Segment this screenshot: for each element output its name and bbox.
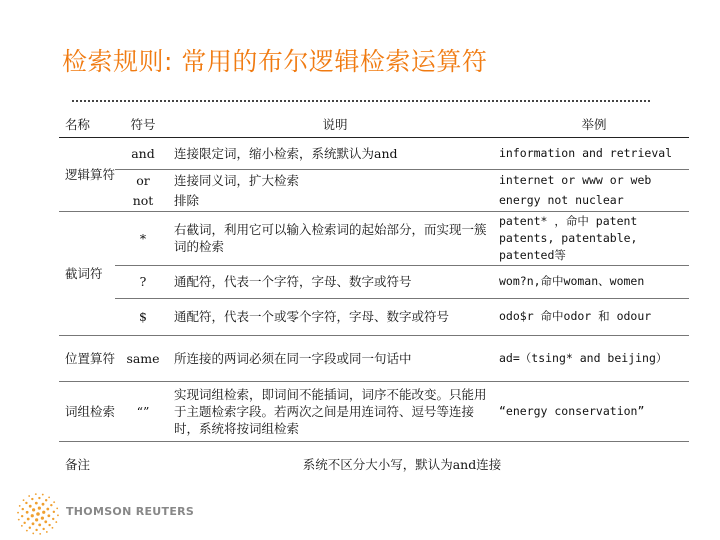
example-cell: odo$r 命中odor 和 odour — [496, 298, 689, 335]
logo-dot — [42, 528, 44, 530]
operator-table — [59, 112, 689, 487]
logo-dot — [46, 531, 48, 533]
header-symbol: 符号 — [130, 116, 156, 132]
logo-dot — [32, 522, 35, 525]
logo-dot — [46, 508, 49, 511]
table-row — [59, 265, 689, 298]
description-cell: 右截词，利用它可以输入检索词的起始部分，而实现一簇词的检索 — [171, 211, 496, 265]
symbol-cell: and — [131, 145, 155, 161]
logo-dot — [57, 514, 59, 516]
dotted-divider — [72, 100, 650, 102]
header-description: 说明 — [322, 116, 348, 132]
symbol-cell: ? — [115, 265, 171, 298]
table-row — [59, 169, 689, 191]
symbol-cell: * — [115, 211, 171, 265]
group-truncation: 截词符 — [59, 211, 115, 335]
logo-dot — [38, 523, 41, 526]
header-name: 名称 — [65, 116, 91, 132]
logo-dot — [26, 511, 29, 514]
logo-dot — [48, 524, 50, 526]
example-cell: wom?n,命中woman、women — [496, 265, 689, 298]
logo-dot — [53, 501, 55, 503]
table-row — [59, 381, 689, 441]
logo-dot — [53, 511, 55, 513]
symbol-cell: “” — [115, 381, 171, 441]
header-example: 举例 — [581, 116, 607, 132]
symbol-cell: same — [115, 335, 171, 381]
logo-dot — [48, 496, 50, 498]
logo-dot — [29, 505, 32, 508]
description-cell: 所连接的两词必须在同一字段或同一句话中 — [171, 335, 496, 381]
group-note: 备注 — [59, 441, 115, 487]
logo-dot — [25, 502, 27, 504]
description-cell: 连接限定词，缩小检索，系统默认为and — [174, 145, 398, 161]
logo-dot — [35, 529, 37, 531]
table-row — [59, 441, 689, 487]
description-cell: 排除 — [174, 193, 200, 209]
logo-dot — [21, 525, 23, 527]
logo-dot — [35, 493, 37, 495]
logo-dot — [50, 504, 52, 506]
note-text: 系统不区分大小写，默认为and连接 — [115, 441, 689, 487]
logo-dot — [35, 518, 38, 521]
logo-dot — [45, 499, 47, 501]
logo-dot — [38, 507, 41, 510]
logo-dot — [23, 499, 25, 501]
logo-dot — [26, 530, 28, 532]
table-row — [59, 211, 689, 265]
table-row — [59, 191, 689, 211]
logo-dot — [42, 511, 45, 514]
symbol-cell: or — [115, 169, 171, 191]
description-cell: 连接同义词，扩大检索 — [171, 169, 496, 191]
logo-dot — [27, 518, 30, 521]
logo-dot — [21, 515, 23, 517]
table-row — [59, 335, 689, 381]
example-cell: internet or www or web — [496, 169, 689, 191]
logo-dot — [23, 522, 25, 524]
group-logic: 逻辑算符 — [65, 166, 116, 182]
table-row — [59, 298, 689, 335]
example-cell: patent* ，命中 patent patents, patentable, patented等 — [496, 211, 689, 265]
table-row — [59, 137, 689, 169]
logo-dot — [39, 533, 41, 535]
logo-dot — [32, 533, 34, 535]
logo-dot — [28, 495, 30, 497]
page-title: 检索规则: 常用的布尔逻辑检索运算符 — [62, 47, 488, 76]
description-cell: 通配符，代表一个字符，字母、数字或符号 — [171, 265, 496, 298]
logo-dot — [18, 519, 20, 521]
logo-dot — [55, 521, 57, 523]
logo-dot — [19, 505, 21, 507]
logo-dot — [52, 527, 54, 529]
example-cell: ad=（tsing* and beijing） — [496, 335, 689, 381]
logo-dot — [38, 497, 40, 499]
logo-dot — [35, 502, 38, 505]
logo-dot — [56, 508, 58, 510]
group-position: 位置算符 — [59, 335, 115, 381]
logo-dot — [42, 503, 45, 506]
example-cell: information and retrieval — [499, 145, 673, 160]
logo-dot — [47, 514, 50, 517]
brand-name: THOMSON REUTERS — [66, 505, 195, 518]
logo-dot — [29, 527, 31, 529]
example-cell: energy not nuclear — [499, 193, 624, 208]
symbol-cell: $ — [115, 298, 171, 335]
logo-dot — [22, 508, 24, 510]
description-cell: 通配符，代表一个或零个字符，字母、数字或符号 — [171, 298, 496, 335]
symbol-cell: not — [132, 193, 154, 209]
logo-dot — [36, 512, 40, 516]
thomson-reuters-dot-logo-icon — [16, 492, 60, 536]
logo-dot — [17, 512, 19, 514]
logo-dot — [41, 517, 44, 520]
table-header-row — [59, 112, 689, 137]
logo-dot — [31, 498, 33, 500]
description-cell: 实现词组检索，即词间不能插词，词序不能改变。只能用于主题检索字段。若两次之间是用连词符、逗号等连接时，系统将按词组检索 — [171, 381, 496, 441]
logo-dot — [42, 494, 44, 496]
logo-dot — [44, 520, 47, 523]
group-phrase: 词组检索 — [59, 381, 115, 441]
logo-dot — [31, 514, 34, 517]
logo-dot — [32, 508, 35, 511]
example-cell: “energy conservation” — [496, 381, 689, 441]
logo-dot — [52, 518, 54, 520]
